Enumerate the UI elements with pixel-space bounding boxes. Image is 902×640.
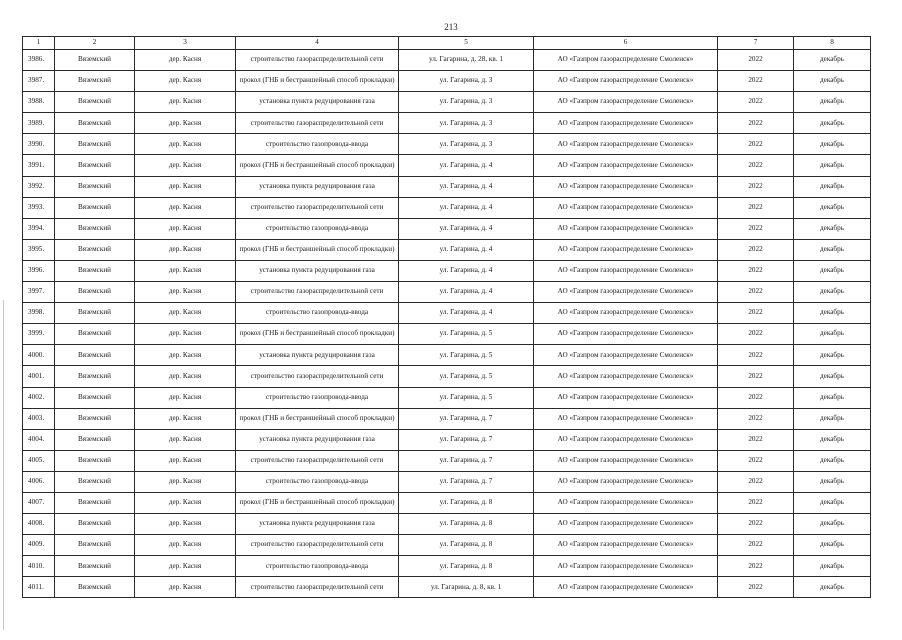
table-row xyxy=(23,71,871,92)
table-row xyxy=(23,218,871,239)
cell-address: ул. Гагарина, д. 5 xyxy=(399,366,534,387)
cell-district: Вяземский xyxy=(55,577,135,598)
cell-organization: АО «Газпром газораспределение Смоленск» xyxy=(534,176,718,197)
cell-address: ул. Гагарина, д. 8 xyxy=(399,492,534,513)
cell-year: 2022 xyxy=(718,408,794,429)
cell-address: ул. Гагарина, д. 4 xyxy=(399,239,534,260)
cell-row-number: 3990. xyxy=(23,134,55,155)
table-row xyxy=(23,450,871,471)
table-row xyxy=(23,324,871,345)
table-row xyxy=(23,92,871,113)
cell-month: декабрь xyxy=(794,556,871,577)
table-row xyxy=(23,429,871,450)
cell-year: 2022 xyxy=(718,71,794,92)
cell-organization: АО «Газпром газораспределение Смоленск» xyxy=(534,387,718,408)
cell-address: ул. Гагарина, д. 3 xyxy=(399,113,534,134)
cell-work-type: установка пункта редуцирования газа xyxy=(236,260,399,281)
cell-organization: АО «Газпром газораспределение Смоленск» xyxy=(534,113,718,134)
table-row xyxy=(23,492,871,513)
cell-row-number: 4001. xyxy=(23,366,55,387)
cell-address: ул. Гагарина, д. 8 xyxy=(399,556,534,577)
cell-year: 2022 xyxy=(718,471,794,492)
cell-organization: АО «Газпром газораспределение Смоленск» xyxy=(534,260,718,281)
table-row xyxy=(23,303,871,324)
cell-district: Вяземский xyxy=(55,450,135,471)
cell-district: Вяземский xyxy=(55,176,135,197)
cell-settlement: дер. Касня xyxy=(135,197,236,218)
cell-address: ул. Гагарина, д. 4 xyxy=(399,155,534,176)
cell-work-type: прокол (ГНБ и бестраншейный способ прокладки) xyxy=(236,155,399,176)
table-row xyxy=(23,155,871,176)
scan-edge-mark xyxy=(3,300,4,630)
cell-month: декабрь xyxy=(794,514,871,535)
cell-month: декабрь xyxy=(794,324,871,345)
cell-address: ул. Гагарина, д. 7 xyxy=(399,450,534,471)
cell-work-type: строительство газораспределительной сети xyxy=(236,197,399,218)
column-header: 2 xyxy=(55,37,135,50)
cell-year: 2022 xyxy=(718,450,794,471)
cell-settlement: дер. Касня xyxy=(135,514,236,535)
column-header: 4 xyxy=(236,37,399,50)
cell-year: 2022 xyxy=(718,282,794,303)
cell-organization: АО «Газпром газораспределение Смоленск» xyxy=(534,324,718,345)
cell-work-type: строительство газопровода-ввода xyxy=(236,303,399,324)
cell-month: декабрь xyxy=(794,577,871,598)
cell-address: ул. Гагарина, д. 7 xyxy=(399,429,534,450)
table-body xyxy=(23,50,871,598)
cell-district: Вяземский xyxy=(55,345,135,366)
cell-row-number: 4007. xyxy=(23,492,55,513)
cell-row-number: 3996. xyxy=(23,260,55,281)
header-row xyxy=(23,37,871,50)
cell-settlement: дер. Касня xyxy=(135,303,236,324)
cell-address: ул. Гагарина, д. 4 xyxy=(399,197,534,218)
table-row xyxy=(23,535,871,556)
cell-work-type: строительство газораспределительной сети xyxy=(236,113,399,134)
cell-month: декабрь xyxy=(794,50,871,71)
cell-address: ул. Гагарина, д. 4 xyxy=(399,282,534,303)
cell-address: ул. Гагарина, д. 4 xyxy=(399,218,534,239)
cell-organization: АО «Газпром газораспределение Смоленск» xyxy=(534,71,718,92)
cell-settlement: дер. Касня xyxy=(135,239,236,260)
cell-row-number: 3997. xyxy=(23,282,55,303)
cell-year: 2022 xyxy=(718,113,794,134)
cell-organization: АО «Газпром газораспределение Смоленск» xyxy=(534,535,718,556)
cell-settlement: дер. Касня xyxy=(135,155,236,176)
cell-month: декабрь xyxy=(794,239,871,260)
cell-row-number: 3994. xyxy=(23,218,55,239)
cell-month: декабрь xyxy=(794,471,871,492)
cell-address: ул. Гагарина, д. 4 xyxy=(399,176,534,197)
cell-row-number: 4003. xyxy=(23,408,55,429)
page-number: 213 xyxy=(444,22,458,32)
cell-row-number: 3998. xyxy=(23,303,55,324)
cell-organization: АО «Газпром газораспределение Смоленск» xyxy=(534,197,718,218)
cell-year: 2022 xyxy=(718,197,794,218)
cell-settlement: дер. Касня xyxy=(135,134,236,155)
cell-organization: АО «Газпром газораспределение Смоленск» xyxy=(534,345,718,366)
cell-settlement: дер. Касня xyxy=(135,218,236,239)
cell-work-type: строительство газораспределительной сети xyxy=(236,50,399,71)
cell-month: декабрь xyxy=(794,92,871,113)
cell-organization: АО «Газпром газораспределение Смоленск» xyxy=(534,408,718,429)
column-header: 1 xyxy=(23,37,55,50)
column-header: 8 xyxy=(794,37,871,50)
cell-month: декабрь xyxy=(794,197,871,218)
cell-year: 2022 xyxy=(718,176,794,197)
cell-district: Вяземский xyxy=(55,429,135,450)
cell-row-number: 3991. xyxy=(23,155,55,176)
cell-month: декабрь xyxy=(794,113,871,134)
cell-work-type: прокол (ГНБ и бестраншейный способ прокладки) xyxy=(236,71,399,92)
cell-district: Вяземский xyxy=(55,197,135,218)
table-row xyxy=(23,282,871,303)
cell-row-number: 4010. xyxy=(23,556,55,577)
cell-settlement: дер. Касня xyxy=(135,429,236,450)
cell-district: Вяземский xyxy=(55,92,135,113)
cell-address: ул. Гагарина, д. 5 xyxy=(399,345,534,366)
cell-organization: АО «Газпром газораспределение Смоленск» xyxy=(534,218,718,239)
cell-work-type: строительство газораспределительной сети xyxy=(236,577,399,598)
cell-year: 2022 xyxy=(718,577,794,598)
cell-month: декабрь xyxy=(794,260,871,281)
cell-month: декабрь xyxy=(794,387,871,408)
cell-row-number: 4009. xyxy=(23,535,55,556)
cell-work-type: строительство газораспределительной сети xyxy=(236,535,399,556)
cell-district: Вяземский xyxy=(55,134,135,155)
cell-month: декабрь xyxy=(794,535,871,556)
cell-address: ул. Гагарина, д. 8 xyxy=(399,514,534,535)
cell-year: 2022 xyxy=(718,303,794,324)
cell-row-number: 3989. xyxy=(23,113,55,134)
cell-work-type: прокол (ГНБ и бестраншейный способ прокладки) xyxy=(236,239,399,260)
table-row xyxy=(23,176,871,197)
cell-address: ул. Гагарина, д. 4 xyxy=(399,303,534,324)
cell-district: Вяземский xyxy=(55,260,135,281)
cell-row-number: 3995. xyxy=(23,239,55,260)
cell-settlement: дер. Касня xyxy=(135,577,236,598)
table-row xyxy=(23,345,871,366)
cell-row-number: 3987. xyxy=(23,71,55,92)
column-header: 7 xyxy=(718,37,794,50)
table-row xyxy=(23,514,871,535)
cell-work-type: установка пункта редуцирования газа xyxy=(236,514,399,535)
cell-district: Вяземский xyxy=(55,282,135,303)
cell-year: 2022 xyxy=(718,218,794,239)
cell-settlement: дер. Касня xyxy=(135,113,236,134)
cell-row-number: 3988. xyxy=(23,92,55,113)
cell-year: 2022 xyxy=(718,134,794,155)
cell-year: 2022 xyxy=(718,535,794,556)
cell-year: 2022 xyxy=(718,387,794,408)
cell-organization: АО «Газпром газораспределение Смоленск» xyxy=(534,429,718,450)
cell-year: 2022 xyxy=(718,429,794,450)
table-row xyxy=(23,239,871,260)
cell-district: Вяземский xyxy=(55,514,135,535)
table-row xyxy=(23,366,871,387)
cell-month: декабрь xyxy=(794,408,871,429)
cell-organization: АО «Газпром газораспределение Смоленск» xyxy=(534,577,718,598)
table-row xyxy=(23,577,871,598)
cell-organization: АО «Газпром газораспределение Смоленск» xyxy=(534,134,718,155)
cell-address: ул. Гагарина, д. 3 xyxy=(399,92,534,113)
cell-work-type: строительство газораспределительной сети xyxy=(236,366,399,387)
cell-settlement: дер. Касня xyxy=(135,492,236,513)
cell-work-type: строительство газопровода-ввода xyxy=(236,556,399,577)
table-row xyxy=(23,387,871,408)
cell-address: ул. Гагарина, д. 3 xyxy=(399,134,534,155)
cell-work-type: строительство газораспределительной сети xyxy=(236,282,399,303)
table-row xyxy=(23,134,871,155)
cell-district: Вяземский xyxy=(55,218,135,239)
cell-row-number: 3999. xyxy=(23,324,55,345)
cell-district: Вяземский xyxy=(55,492,135,513)
cell-month: декабрь xyxy=(794,134,871,155)
cell-organization: АО «Газпром газораспределение Смоленск» xyxy=(534,92,718,113)
cell-month: декабрь xyxy=(794,218,871,239)
table-row xyxy=(23,50,871,71)
cell-district: Вяземский xyxy=(55,303,135,324)
cell-row-number: 4006. xyxy=(23,471,55,492)
cell-row-number: 4005. xyxy=(23,450,55,471)
cell-month: декабрь xyxy=(794,366,871,387)
cell-work-type: установка пункта редуцирования газа xyxy=(236,92,399,113)
cell-district: Вяземский xyxy=(55,535,135,556)
column-header: 6 xyxy=(534,37,718,50)
cell-organization: АО «Газпром газораспределение Смоленск» xyxy=(534,556,718,577)
cell-work-type: строительство газопровода-ввода xyxy=(236,387,399,408)
cell-work-type: прокол (ГНБ и бестраншейный способ прокладки) xyxy=(236,324,399,345)
cell-settlement: дер. Касня xyxy=(135,450,236,471)
cell-organization: АО «Газпром газораспределение Смоленск» xyxy=(534,492,718,513)
cell-year: 2022 xyxy=(718,92,794,113)
column-header: 3 xyxy=(135,37,236,50)
cell-row-number: 3986. xyxy=(23,50,55,71)
cell-year: 2022 xyxy=(718,50,794,71)
cell-address: ул. Гагарина, д. 3 xyxy=(399,71,534,92)
cell-district: Вяземский xyxy=(55,113,135,134)
cell-row-number: 3992. xyxy=(23,176,55,197)
cell-settlement: дер. Касня xyxy=(135,282,236,303)
cell-work-type: установка пункта редуцирования газа xyxy=(236,429,399,450)
cell-settlement: дер. Касня xyxy=(135,556,236,577)
cell-district: Вяземский xyxy=(55,50,135,71)
cell-address: ул. Гагарина, д. 7 xyxy=(399,408,534,429)
column-header: 5 xyxy=(399,37,534,50)
cell-row-number: 4002. xyxy=(23,387,55,408)
cell-settlement: дер. Касня xyxy=(135,324,236,345)
cell-year: 2022 xyxy=(718,239,794,260)
cell-settlement: дер. Касня xyxy=(135,366,236,387)
cell-work-type: строительство газопровода-ввода xyxy=(236,218,399,239)
cell-district: Вяземский xyxy=(55,366,135,387)
cell-year: 2022 xyxy=(718,324,794,345)
cell-month: декабрь xyxy=(794,155,871,176)
cell-row-number: 3993. xyxy=(23,197,55,218)
cell-settlement: дер. Касня xyxy=(135,176,236,197)
cell-row-number: 4008. xyxy=(23,514,55,535)
registry-table xyxy=(22,36,871,598)
cell-year: 2022 xyxy=(718,514,794,535)
cell-address: ул. Гагарина, д. 8 xyxy=(399,535,534,556)
cell-work-type: установка пункта редуцирования газа xyxy=(236,345,399,366)
cell-district: Вяземский xyxy=(55,71,135,92)
cell-settlement: дер. Касня xyxy=(135,71,236,92)
cell-district: Вяземский xyxy=(55,471,135,492)
cell-year: 2022 xyxy=(718,366,794,387)
cell-address: ул. Гагарина, д. 5 xyxy=(399,324,534,345)
cell-year: 2022 xyxy=(718,556,794,577)
cell-month: декабрь xyxy=(794,450,871,471)
cell-address: ул. Гагарина, д. 5 xyxy=(399,387,534,408)
cell-month: декабрь xyxy=(794,492,871,513)
cell-work-type: прокол (ГНБ и бестраншейный способ прокладки) xyxy=(236,492,399,513)
cell-year: 2022 xyxy=(718,345,794,366)
cell-organization: АО «Газпром газораспределение Смоленск» xyxy=(534,450,718,471)
cell-organization: АО «Газпром газораспределение Смоленск» xyxy=(534,514,718,535)
cell-organization: АО «Газпром газораспределение Смоленск» xyxy=(534,155,718,176)
cell-district: Вяземский xyxy=(55,556,135,577)
cell-organization: АО «Газпром газораспределение Смоленск» xyxy=(534,239,718,260)
cell-month: декабрь xyxy=(794,303,871,324)
cell-settlement: дер. Касня xyxy=(135,535,236,556)
cell-row-number: 4000. xyxy=(23,345,55,366)
cell-year: 2022 xyxy=(718,492,794,513)
cell-year: 2022 xyxy=(718,155,794,176)
cell-organization: АО «Газпром газораспределение Смоленск» xyxy=(534,471,718,492)
cell-settlement: дер. Касня xyxy=(135,92,236,113)
cell-year: 2022 xyxy=(718,260,794,281)
cell-work-type: строительство газораспределительной сети xyxy=(236,450,399,471)
cell-settlement: дер. Касня xyxy=(135,345,236,366)
table-row xyxy=(23,260,871,281)
cell-row-number: 4004. xyxy=(23,429,55,450)
cell-district: Вяземский xyxy=(55,155,135,176)
cell-address: ул. Гагарина, д. 4 xyxy=(399,260,534,281)
table-row xyxy=(23,197,871,218)
cell-organization: АО «Газпром газораспределение Смоленск» xyxy=(534,50,718,71)
cell-address: ул. Гагарина, д. 8, кв. 1 xyxy=(399,577,534,598)
cell-address: ул. Гагарина, д. 28, кв. 1 xyxy=(399,50,534,71)
cell-month: декабрь xyxy=(794,345,871,366)
cell-row-number: 4011. xyxy=(23,577,55,598)
cell-month: декабрь xyxy=(794,282,871,303)
cell-settlement: дер. Касня xyxy=(135,387,236,408)
cell-settlement: дер. Касня xyxy=(135,260,236,281)
table-row xyxy=(23,471,871,492)
cell-settlement: дер. Касня xyxy=(135,50,236,71)
cell-district: Вяземский xyxy=(55,324,135,345)
cell-district: Вяземский xyxy=(55,408,135,429)
cell-month: декабрь xyxy=(794,71,871,92)
cell-organization: АО «Газпром газораспределение Смоленск» xyxy=(534,366,718,387)
cell-month: декабрь xyxy=(794,176,871,197)
cell-month: декабрь xyxy=(794,429,871,450)
cell-district: Вяземский xyxy=(55,387,135,408)
cell-work-type: прокол (ГНБ и бестраншейный способ прокладки) xyxy=(236,408,399,429)
table-row xyxy=(23,113,871,134)
cell-work-type: строительство газопровода-ввода xyxy=(236,471,399,492)
cell-organization: АО «Газпром газораспределение Смоленск» xyxy=(534,303,718,324)
cell-settlement: дер. Касня xyxy=(135,471,236,492)
cell-work-type: строительство газопровода-ввода xyxy=(236,134,399,155)
cell-district: Вяземский xyxy=(55,239,135,260)
table-row xyxy=(23,408,871,429)
cell-settlement: дер. Касня xyxy=(135,408,236,429)
cell-work-type: установка пункта редуцирования газа xyxy=(236,176,399,197)
table-row xyxy=(23,556,871,577)
cell-address: ул. Гагарина, д. 7 xyxy=(399,471,534,492)
cell-organization: АО «Газпром газораспределение Смоленск» xyxy=(534,282,718,303)
